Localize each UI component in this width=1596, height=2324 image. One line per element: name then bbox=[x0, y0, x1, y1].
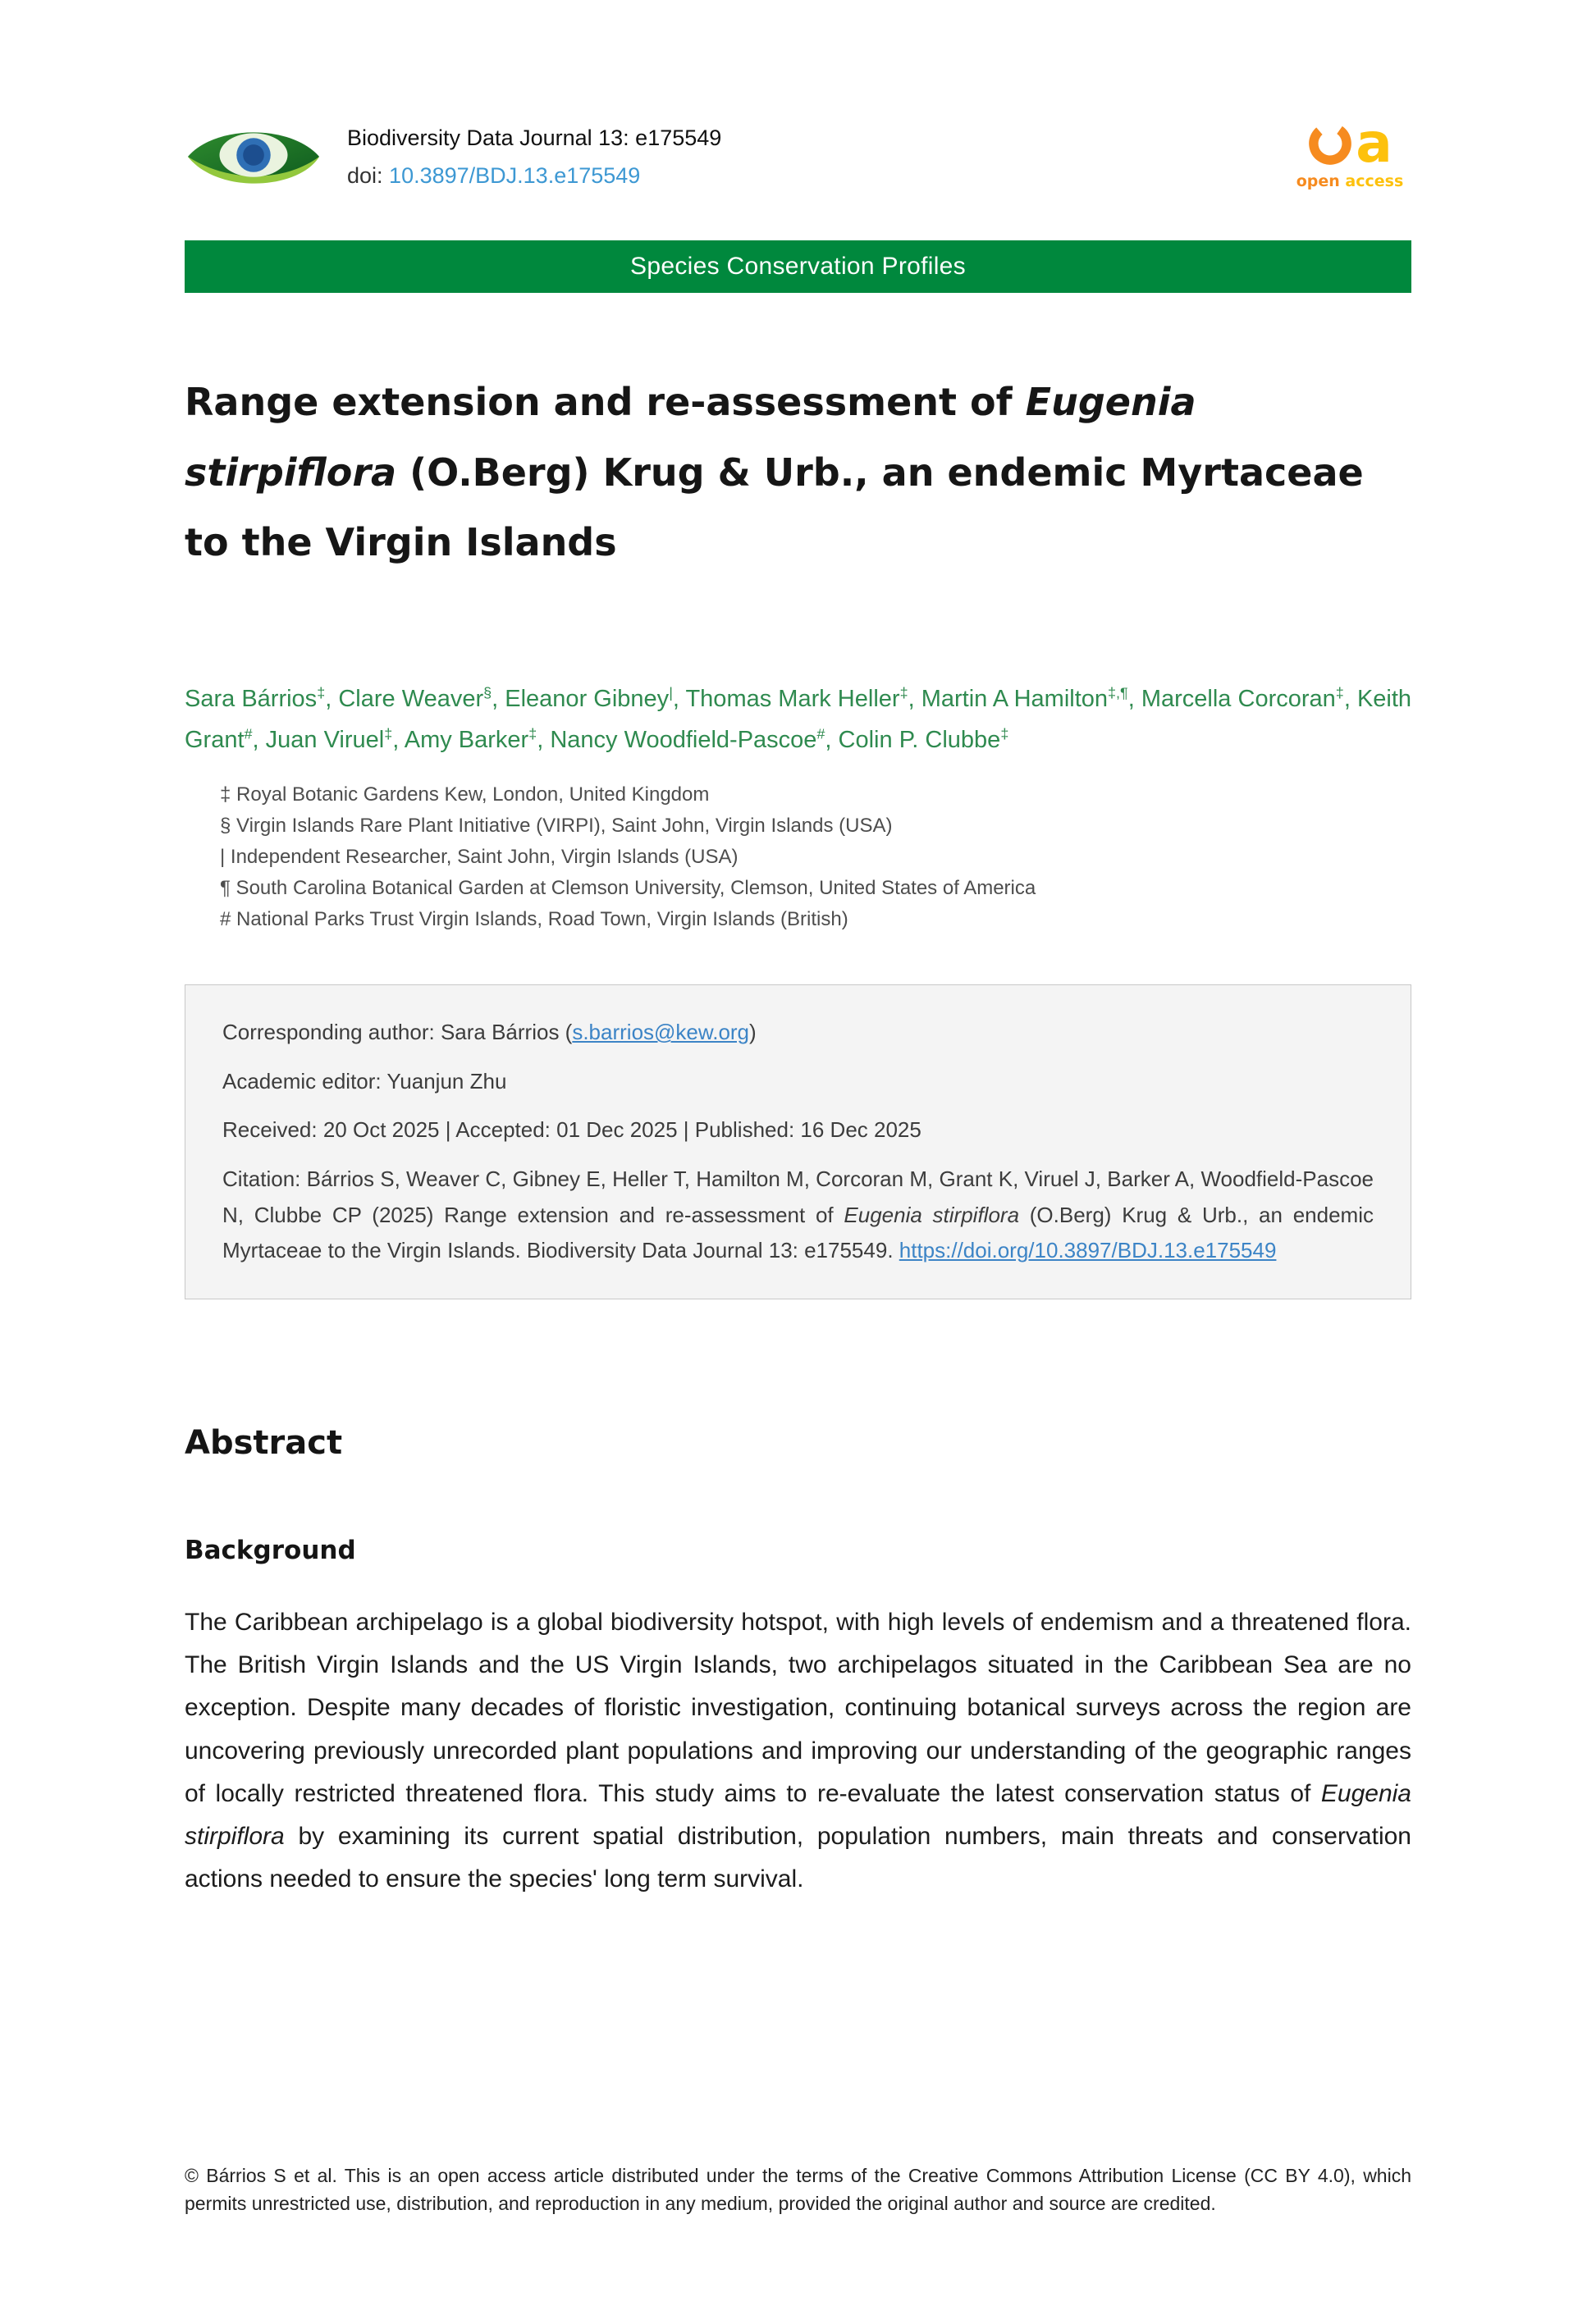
author: Keith Grant#, bbox=[185, 686, 1412, 753]
journal-volume-line: Biodiversity Data Journal 13: e175549 bbox=[347, 125, 722, 150]
affiliation: # National Parks Trust Virgin Islands, Road Town, Virgin Islands (British) bbox=[220, 907, 848, 930]
title-segment: (O.Berg) Krug & Urb., an endemic Myrtaceae to the Virgin Islands bbox=[185, 450, 1364, 565]
author: Colin P. Clubbe‡ bbox=[838, 725, 1009, 753]
author: Martin A Hamilton‡,¶, bbox=[921, 684, 1141, 712]
open-access-word-open: open bbox=[1296, 172, 1340, 190]
author: Nancy Woodfield-Pascoe#, bbox=[550, 725, 839, 753]
species-name: Eugenia stirpiflora bbox=[185, 1779, 1411, 1850]
open-access-label bbox=[1288, 172, 1411, 190]
title-species-name: Eugenia stirpiflora bbox=[185, 380, 1196, 495]
affiliation: ‡ Royal Botanic Gardens Kew, London, United Kingdom bbox=[220, 783, 710, 806]
author: Juan Viruel‡, bbox=[265, 725, 405, 753]
journal-eye-logo-icon bbox=[185, 115, 322, 199]
academic-editor-line: Academic editor: Yuanjun Zhu bbox=[222, 1068, 507, 1094]
affiliation-list bbox=[220, 779, 1411, 935]
corresponding-author-email-link[interactable]: s.barrios@kew.org bbox=[572, 1020, 750, 1044]
author: Clare Weaver§, bbox=[338, 684, 505, 712]
abstract-background-paragraph: The Caribbean archipelago is a global biodiversity hotspot, with high levels of endemism and a threatened flora. The British Virgin Islands and the US Virgin Islands, two archipelagos situated in the Caribbean Sea are no exception. Despite many decades of floristic investigation, continuing botanical surveys across the region are uncovering previously unrecorded plant populations and improving our understanding of the geographic ranges of locally restricted threatened flora. This study aims to re-evaluate the latest conservation status of Eugenia stirpiflora by examining its current spatial distribution, population numbers, main threats and conservation actions needed to ensure the species' long term survival. bbox=[185, 1609, 1411, 1893]
author: Marcella Corcoran‡, bbox=[1141, 684, 1357, 712]
open-access-o-icon bbox=[1307, 121, 1353, 167]
citation-doi-link[interactable]: https://doi.org/10.3897/BDJ.13.e175549 bbox=[899, 1238, 1277, 1263]
doi-link[interactable]: 10.3897/BDJ.13.e175549 bbox=[389, 162, 641, 188]
license-footer: © Bárrios S et al. This is an open access article distributed under the terms of the Creative Commons Attribution License (CC BY 4.0), which permits unrestricted use, distribution, and reproduction in any medium, provided the original author and source are credited. bbox=[185, 2165, 1411, 2214]
article-metadata-box bbox=[185, 984, 1411, 1299]
author: Sara Bárrios‡, bbox=[185, 684, 339, 712]
affiliation: ¶ South Carolina Botanical Garden at Clemson University, Clemson, United States of America bbox=[220, 876, 1036, 899]
abstract-heading: Abstract bbox=[185, 1424, 343, 1462]
journal-brand bbox=[185, 115, 721, 199]
author-list bbox=[185, 679, 1411, 761]
dates-line: Received: 20 Oct 2025 | Accepted: 01 Dec 2025 | Published: 16 Dec 2025 bbox=[222, 1117, 921, 1143]
masthead bbox=[185, 112, 1411, 199]
journal-info bbox=[347, 126, 721, 189]
open-access-logo bbox=[1288, 112, 1411, 190]
section-banner-label: Species Conservation Profiles bbox=[630, 253, 966, 280]
article-title bbox=[185, 368, 1411, 578]
open-access-a-glyph: a bbox=[1356, 112, 1392, 175]
citation-line: Citation: Bárrios S, Weaver C, Gibney E, Heller T, Hamilton M, Corcoran M, Grant K, Viruel J, Barker A, Woodfield-Pascoe N, Clubbe CP (2025) Range extension and re-assessment of Eugenia stirpiflora (O.Berg) Krug & Urb., an endemic Myrtaceae to the Virgin Islands. Biodiversity Data Journal 13: e175549. https://doi.org/10.3897/BDJ.13.e175549 bbox=[222, 1167, 1374, 1263]
doi-prefix: doi: bbox=[347, 162, 390, 188]
doi-line bbox=[347, 163, 721, 189]
author: Thomas Mark Heller‡, bbox=[685, 684, 921, 712]
affiliation: | Independent Researcher, Saint John, Virgin Islands (USA) bbox=[220, 845, 739, 868]
open-access-glyphs bbox=[1288, 112, 1411, 175]
open-access-word-access: access bbox=[1345, 172, 1404, 190]
author: Eleanor Gibney|, bbox=[505, 684, 686, 712]
corresponding-author-line: Corresponding author: Sara Bárrios (s.barrios@kew.org) bbox=[222, 1020, 757, 1044]
section-banner bbox=[185, 240, 1411, 293]
background-subheading: Background bbox=[185, 1536, 356, 1565]
title-segment: Range extension and re-assessment of bbox=[185, 380, 1026, 424]
author: Amy Barker‡, bbox=[404, 725, 551, 753]
affiliation: § Virgin Islands Rare Plant Initiative (VIRPI), Saint John, Virgin Islands (USA) bbox=[220, 814, 893, 837]
citation-species-name: Eugenia stirpiflora bbox=[844, 1202, 1020, 1227]
